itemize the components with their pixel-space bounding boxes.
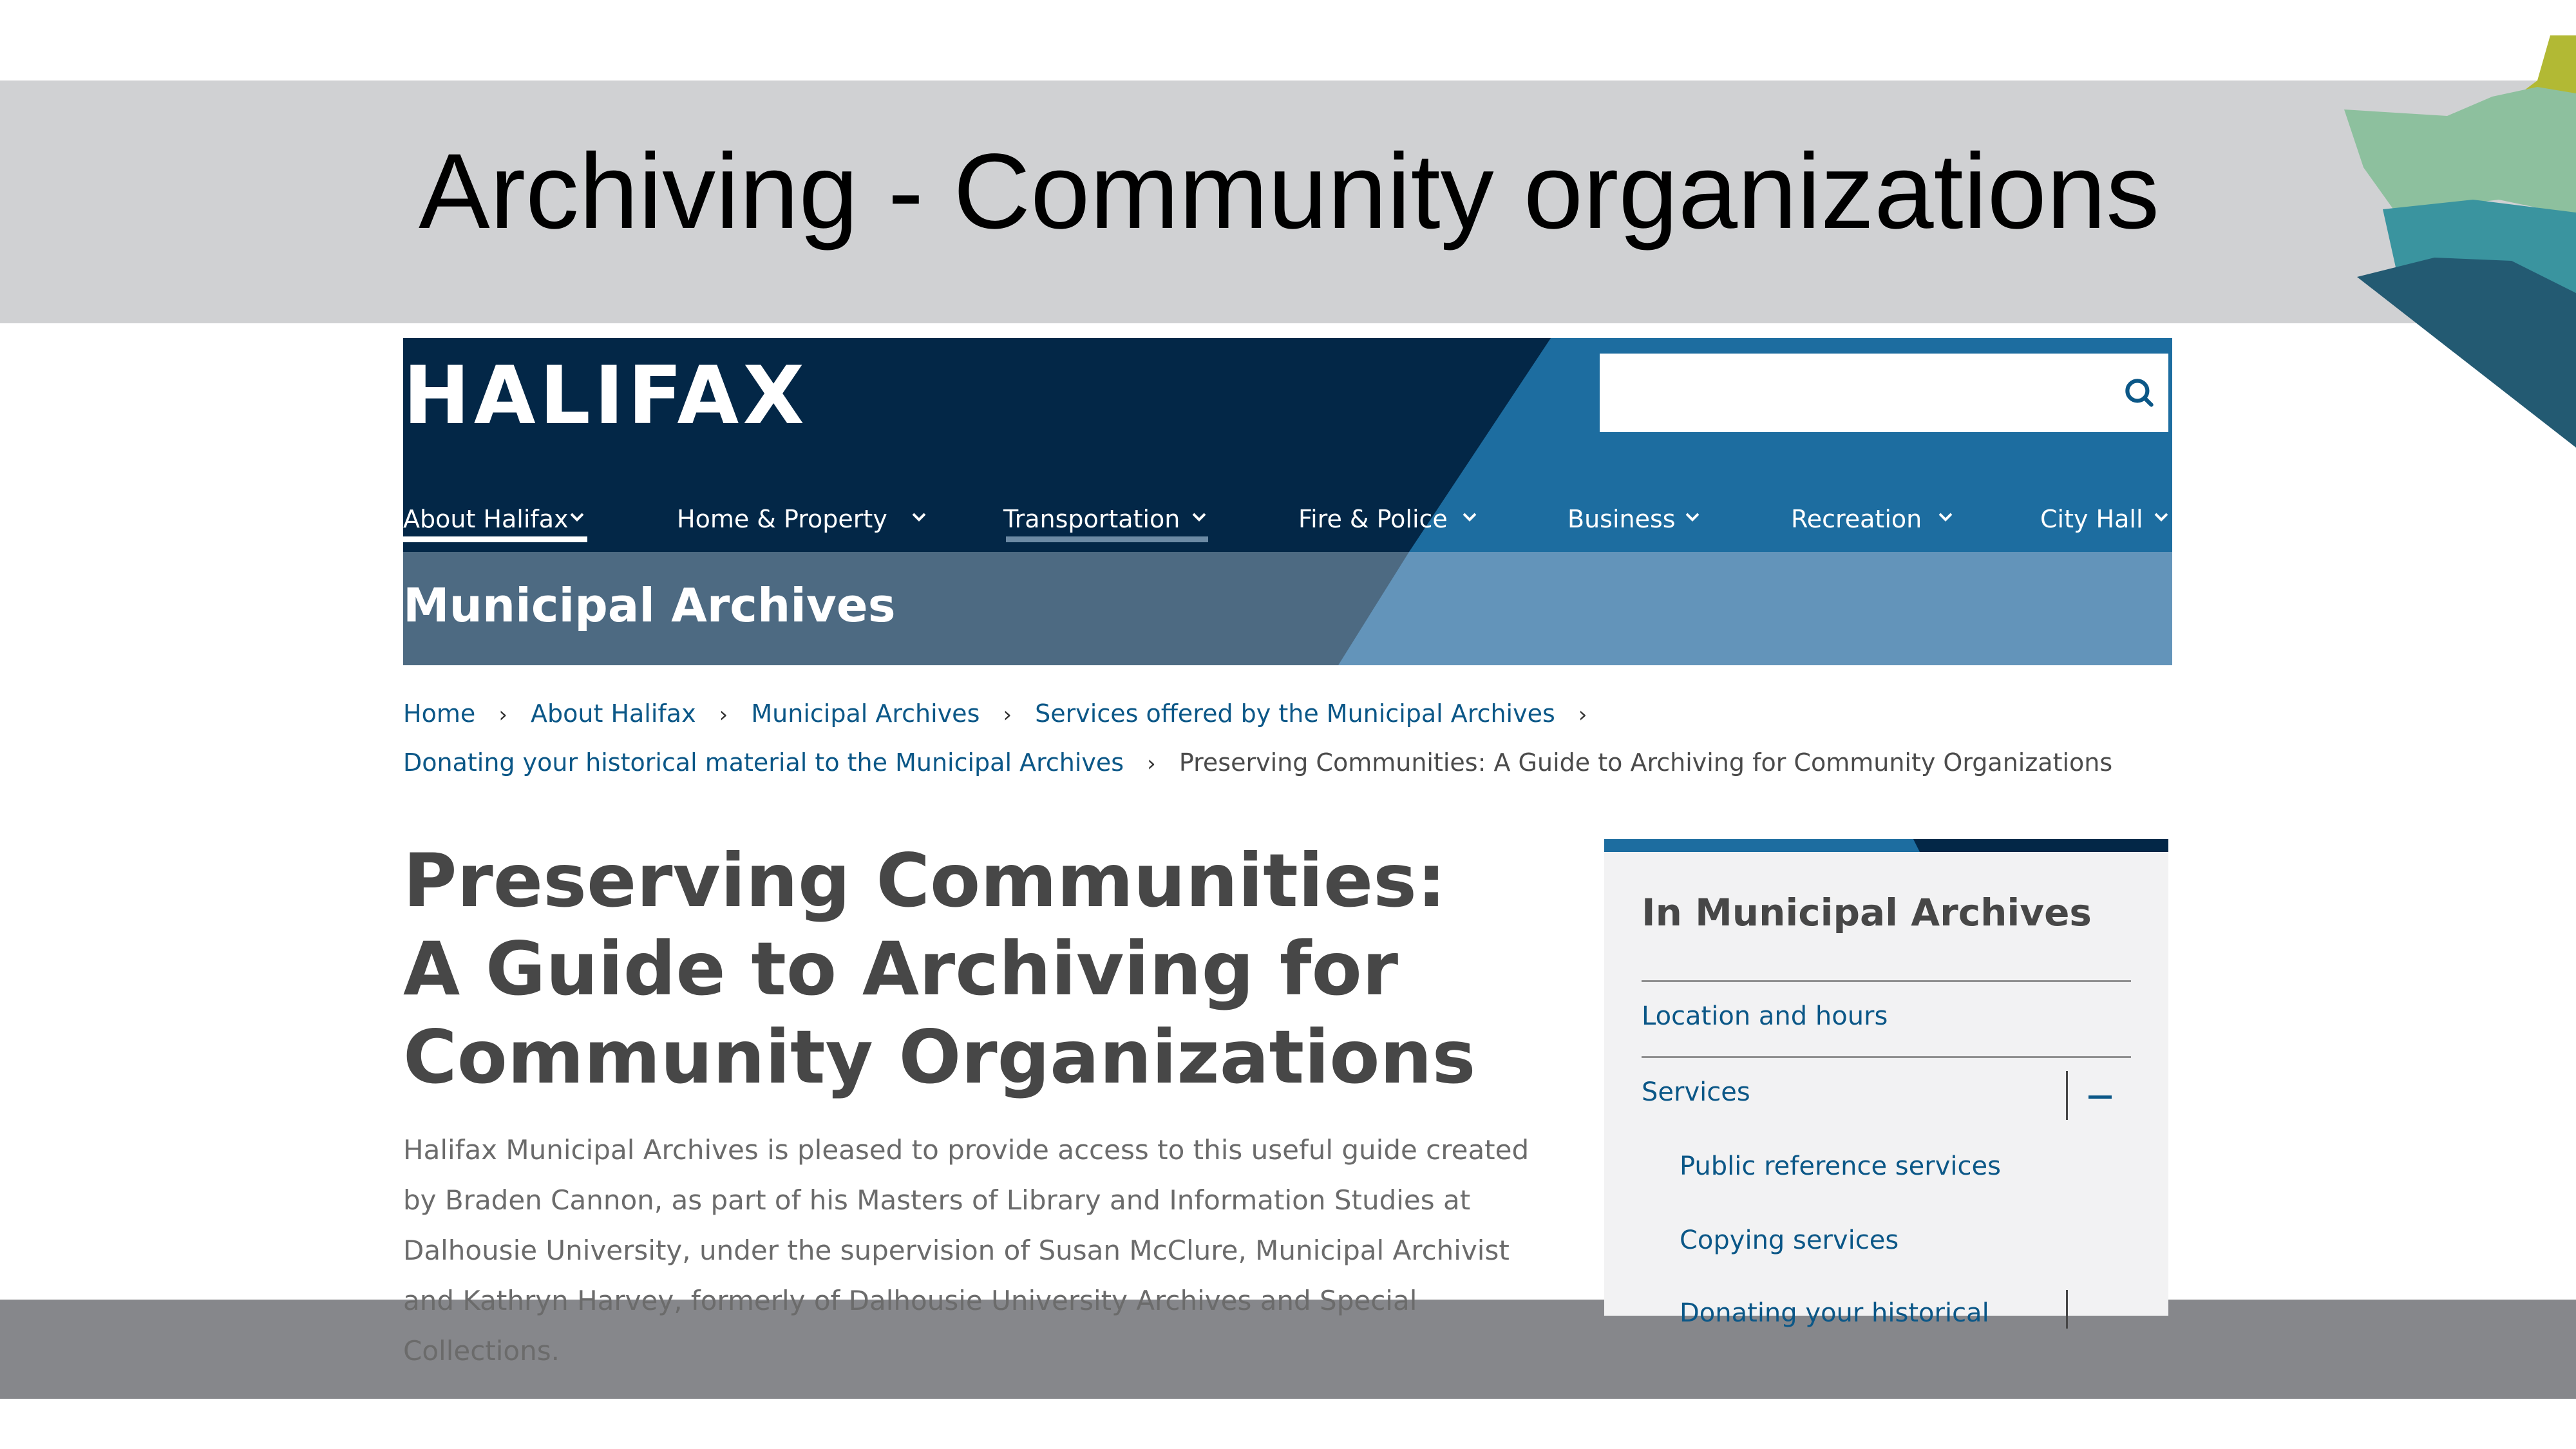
site-header xyxy=(403,338,2172,552)
main-navigation xyxy=(403,481,2172,552)
chevron-right-icon: › xyxy=(1578,702,1587,728)
chevron-down-icon xyxy=(1938,512,1953,522)
nav-item-label: About Halifax xyxy=(403,505,569,533)
divider xyxy=(2066,1290,2068,1329)
chevron-down-icon xyxy=(2154,512,2169,522)
search-input[interactable] xyxy=(1600,354,2115,432)
nav-item-business[interactable] xyxy=(1567,481,1722,552)
search-icon[interactable] xyxy=(2119,373,2159,413)
nav-item-label: Business xyxy=(1567,505,1676,533)
nav-item-label: Fire & Police xyxy=(1298,505,1448,533)
nav-item-label: Home & Property xyxy=(677,505,887,533)
nav-item-recreation[interactable] xyxy=(1791,481,1965,552)
chevron-down-icon xyxy=(1685,512,1700,522)
sidebar-title: In Municipal Archives xyxy=(1642,891,2092,934)
chevron-right-icon: › xyxy=(1003,702,1012,728)
chevron-down-icon xyxy=(911,512,927,522)
nav-item-label: City Hall xyxy=(2040,505,2143,533)
nav-item-label: Recreation xyxy=(1791,505,1922,533)
breadcrumb-row xyxy=(403,738,2112,788)
breadcrumb-current: Preserving Communities: A Guide to Archiving for Community Organizations xyxy=(1179,748,2113,777)
sidebar-link-donating[interactable]: Donating your historical xyxy=(1680,1298,1989,1328)
breadcrumb-link-home[interactable]: Home xyxy=(403,699,476,728)
chevron-down-icon xyxy=(1462,512,1477,522)
chevron-right-icon: › xyxy=(498,702,507,728)
search-box xyxy=(1600,354,2168,432)
halifax-logo[interactable]: HALIFAX xyxy=(403,350,808,442)
divider xyxy=(1642,1056,2131,1058)
nav-item-transportation[interactable] xyxy=(1003,481,1222,552)
chevron-down-icon xyxy=(569,512,585,522)
nav-item-about-halifax[interactable] xyxy=(403,481,590,552)
breadcrumb-link-about-halifax[interactable]: About Halifax xyxy=(531,699,696,728)
section-banner xyxy=(403,552,2172,665)
nav-current-indicator xyxy=(403,536,587,542)
nav-hover-indicator xyxy=(1006,536,1208,542)
breadcrumb-link-municipal-archives[interactable]: Municipal Archives xyxy=(751,699,980,728)
sidebar-link-location-hours[interactable]: Location and hours xyxy=(1642,1001,1888,1031)
collapse-minus-icon[interactable] xyxy=(2088,1095,2112,1099)
chevron-down-icon xyxy=(1191,512,1207,522)
sidebar-link-services[interactable]: Services xyxy=(1642,1077,1750,1107)
breadcrumb-link-donating[interactable]: Donating your historical material to the Municipal Archives xyxy=(403,748,1124,777)
nav-item-fire-police[interactable] xyxy=(1298,481,1492,552)
sidebar-link-copying-services[interactable]: Copying services xyxy=(1680,1226,1899,1255)
breadcrumb-link-services[interactable]: Services offered by the Municipal Archives xyxy=(1035,699,1555,728)
intro-paragraph: Halifax Municipal Archives is pleased to provide access to this useful guide created by Braden Cannon, as part of his Masters of Library and Information Studies at Dalhousie University, under the supervision of Susan McClure, Municipal Archivist and Kathryn Harvey, formerly of Dalhousie University Archives and Special Collections. xyxy=(403,1134,1530,1367)
chevron-right-icon: › xyxy=(1147,751,1156,777)
nav-item-city-hall[interactable] xyxy=(2040,481,2172,552)
section-title[interactable]: Municipal Archives xyxy=(403,578,896,632)
website-screenshot xyxy=(403,338,2172,1367)
sidebar-section-nav xyxy=(1604,839,2168,1328)
nav-item-home-property[interactable] xyxy=(677,481,934,552)
page-title: Preserving Communities: A Guide to Archiving for Community Organizations xyxy=(403,838,1476,1100)
chevron-right-icon: › xyxy=(719,702,728,728)
decorative-leaf-graphic xyxy=(2344,35,2576,454)
nav-item-label: Transportation xyxy=(1003,505,1180,533)
divider xyxy=(2066,1071,2068,1120)
slide-title: Archiving - Community organizations xyxy=(419,132,2160,251)
breadcrumb-row xyxy=(403,689,1603,739)
sidebar-top-accent xyxy=(1604,839,2168,852)
divider xyxy=(1642,980,2131,982)
sidebar-link-public-reference[interactable]: Public reference services xyxy=(1680,1151,2001,1181)
